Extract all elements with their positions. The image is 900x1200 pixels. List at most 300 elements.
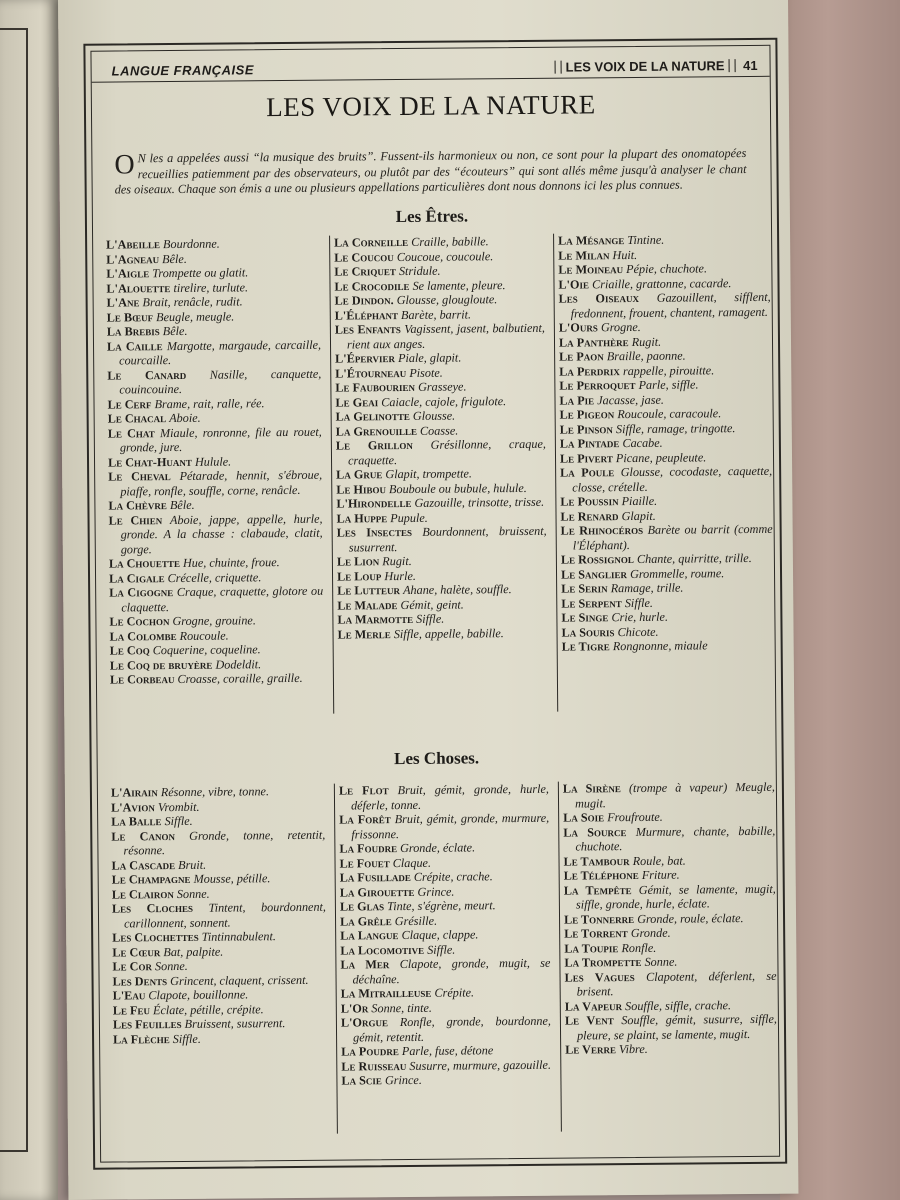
- entry-sound: Vrombit.: [157, 799, 200, 814]
- entry-name: Le Pigeon: [559, 407, 615, 422]
- entry-sound: Gémit, geint.: [400, 596, 464, 612]
- entry: [339, 782, 549, 813]
- entry-name: Le Serin: [561, 581, 608, 596]
- entry-name: La Flèche: [113, 1031, 170, 1047]
- entry-name: Le Champagne: [111, 871, 191, 887]
- entry-name: La Balle: [111, 814, 162, 829]
- header-separator: [555, 61, 562, 74]
- entry: [110, 671, 324, 687]
- entry-name: La Caille: [106, 338, 163, 354]
- entry-sound: Siffle.: [172, 1031, 201, 1046]
- entry-sound: Croasse, coraille, graille.: [177, 670, 303, 686]
- entry: [561, 551, 773, 567]
- section-title-choses: Les Choses.: [394, 748, 480, 769]
- entry: [559, 290, 771, 321]
- entry-sound: Parle, siffle.: [638, 377, 699, 392]
- entry-name: L'Épervier: [335, 351, 396, 366]
- entry-sound: Gronde, tonne, retentit, résonne.: [123, 827, 326, 858]
- entry-name: Le Chat: [107, 425, 155, 441]
- entry-name: La Panthère: [558, 334, 629, 350]
- entry-name: Le Cerf: [107, 396, 152, 412]
- etres-column-3: [553, 232, 774, 712]
- entry-name: Le Geai: [335, 394, 379, 410]
- entry-sound: Bruit, gémit, gronde, hurle, déferle, tonne.: [350, 781, 549, 812]
- entry-sound: Craque, craquette, glotore ou claquette.: [121, 583, 324, 614]
- entry-name: L'Ours: [558, 320, 598, 335]
- entry-sound: Murmure, chante, babille, chuchote.: [575, 823, 776, 854]
- entry-name: La Brebis: [106, 324, 160, 339]
- entry-sound: Claque, clappe.: [401, 927, 479, 943]
- entry-sound: Piale, glapit.: [397, 350, 462, 366]
- entry-name: L'Orgue: [340, 1015, 388, 1030]
- entry-name: L'Or: [340, 1000, 369, 1016]
- entry-name: La Pie: [559, 392, 595, 408]
- entry-sound: Souffle, gémit, susurre, siffle, pleure, se plaint, se lamente, mugit.: [576, 1011, 777, 1043]
- entry-name: La Source: [563, 824, 627, 840]
- entry: [112, 900, 326, 931]
- entry-name: Le Lutteur: [337, 583, 401, 598]
- entry-name: Le Glas: [339, 899, 385, 914]
- entry-name: L'Eau: [112, 988, 146, 1003]
- entry-name: Le Serpent: [561, 595, 622, 611]
- entry-sound: Bêle.: [162, 323, 188, 339]
- entry-sound: Siffle.: [624, 595, 653, 610]
- entry-sound: Beugle, meugle.: [156, 308, 235, 324]
- entry-name: La Corneille: [334, 234, 409, 250]
- entry-name: Le Feu: [112, 1002, 151, 1018]
- entry-name: La Souris: [561, 624, 615, 640]
- entry-name: Le Clairon: [111, 886, 174, 902]
- entry-name: Le Crocodile: [334, 278, 410, 294]
- entry-sound: Coucoue, coucoule.: [396, 248, 494, 264]
- entry-sound: Aboie, jappe, appelle, hurle, gronde. A la chasse : clabaude, clatit, gorge.: [120, 511, 323, 556]
- entry-name: La Mitrailleuse: [340, 985, 432, 1001]
- entry-name: Le Cheval: [108, 469, 171, 484]
- entry-sound: Pépie, chuchote.: [626, 261, 708, 277]
- entry: [335, 321, 545, 352]
- entry-sound: Barète, barrit.: [400, 306, 472, 322]
- entry: [336, 495, 546, 511]
- entry-sound: Craille, babille.: [411, 234, 489, 249]
- entry-sound: Stridule.: [398, 263, 441, 279]
- page-inner-frame: [90, 45, 780, 1163]
- entry-sound: Grogne.: [600, 319, 641, 335]
- entry-sound: Grommelle, roume.: [629, 565, 725, 581]
- previous-page-edge: [0, 0, 58, 1200]
- entry-sound: Gazouillent, sifflent, fredonnent, frouent, chantent, ramagent.: [570, 289, 771, 321]
- entry-sound: Bat, palpite.: [163, 944, 224, 959]
- entry-sound: Hue, chuinte, froue.: [182, 555, 280, 570]
- entry-sound: Crépite.: [434, 985, 475, 1000]
- entry-sound: Ramage, trille.: [610, 580, 684, 596]
- entry-name: Le Cor: [112, 959, 152, 974]
- entry-sound: Clapote, gronde, mugit, se déchaîne.: [352, 955, 551, 986]
- entry-name: Le Criquet: [334, 264, 396, 279]
- entry-name: Le Tambour: [563, 853, 630, 869]
- header-right: [551, 58, 758, 75]
- entry-name: La Forêt: [339, 812, 391, 827]
- entry-sound: Crécelle, criquette.: [167, 569, 262, 585]
- entry-sound: Clapotent, déferlent, se brisent.: [576, 968, 777, 999]
- entry: [108, 424, 322, 455]
- entry-name: La Locomotive: [340, 942, 425, 958]
- entry-name: L'Agneau: [106, 251, 160, 267]
- entry-sound: Clapote, bouillonne.: [148, 987, 249, 1003]
- entry: [561, 522, 773, 553]
- entry-sound: Tintent, bourdonnent, carillonnent, sonnent.: [123, 899, 326, 930]
- entry-name: L'Étourneau: [335, 365, 407, 381]
- choses-column-3: [558, 780, 778, 1132]
- entry-sound: Tintinnabulent.: [201, 929, 276, 944]
- entry-name: La Tempête: [563, 882, 632, 898]
- entry-name: Le Loup: [336, 568, 382, 584]
- entry-name: Le Canon: [111, 828, 175, 844]
- entry-name: Le Torrent: [564, 926, 628, 941]
- entry-name: La Mer: [340, 957, 390, 972]
- entry-sound: Roule, bat.: [632, 853, 686, 868]
- entry-name: L'Ane: [106, 295, 140, 310]
- entry: [336, 437, 546, 468]
- entry: [113, 972, 327, 988]
- entry-name: Le Hibou: [336, 481, 387, 497]
- entry-sound: Grogne, grouine.: [172, 613, 256, 629]
- entry-sound: Dodeldit.: [215, 656, 262, 672]
- entry-name: Le Pivert: [559, 450, 613, 466]
- intro-paragraph: [114, 146, 746, 197]
- entry-name: L'Hirondelle: [336, 495, 412, 511]
- previous-page-frame: [0, 28, 28, 1152]
- entry-sound: Roucoule, caracoule.: [617, 406, 722, 422]
- entry-sound: Huit.: [612, 247, 638, 262]
- entry-sound: Siffle.: [416, 611, 445, 626]
- entry-name: La Langue: [340, 928, 399, 943]
- entry-name: Le Cochon: [109, 614, 170, 629]
- entry-name: Les Vagues: [564, 969, 635, 985]
- entry-sound: Gronde, roule, éclate.: [637, 910, 744, 926]
- background-cloth: [780, 0, 900, 1200]
- entry-sound: Bruissent, susurrent.: [184, 1016, 286, 1031]
- entry-sound: Glapit, trompette.: [385, 466, 472, 482]
- entry-name: Le Tonnerre: [563, 911, 635, 927]
- entry-sound: Brait, renâcle, rudit.: [142, 294, 243, 310]
- entry: [339, 811, 549, 842]
- entry-sound: Braille, paonne.: [606, 348, 686, 364]
- header-left: LANGUE FRANÇAISE: [111, 62, 255, 79]
- etres-column-1: [106, 236, 324, 687]
- entry-name: Le Rhinocéros: [560, 522, 644, 538]
- entry-sound: Gémit, se lamente, mugit, siffle, gronde, hurle, éclate.: [575, 881, 776, 912]
- entry-sound: Grince.: [417, 884, 455, 899]
- entry-sound: Picane, peupleute.: [615, 449, 707, 465]
- entry-sound: Glousse.: [412, 408, 456, 423]
- entry-name: Le Chat-Huant: [107, 454, 192, 470]
- entry-sound: Sonne.: [176, 886, 210, 901]
- entry-sound: Bouboule ou bubule, hulule.: [388, 480, 527, 496]
- entry-sound: Margotte, margaude, carcaille, courcaille.: [119, 337, 322, 368]
- entry-sound: Rugit.: [382, 553, 412, 569]
- entry: [113, 1030, 327, 1046]
- entry-name: La Chouette: [108, 555, 180, 571]
- entry-sound: Pupule.: [390, 510, 428, 525]
- choses-column-1: [111, 784, 327, 1047]
- entry-sound: Souffle, siffle, crache.: [625, 997, 732, 1013]
- entry-name: La Girouette: [339, 884, 415, 900]
- entry: [564, 881, 776, 912]
- entry-name: La Chèvre: [108, 498, 167, 513]
- section-title-etres: Les Êtres.: [395, 206, 469, 227]
- entry: [341, 1057, 551, 1073]
- entry-name: La Pintade: [559, 436, 620, 451]
- entry-name: Le Faubourien: [335, 379, 416, 395]
- entry-name: La Perdrix: [559, 363, 620, 379]
- entry-name: L'Éléphant: [334, 307, 398, 323]
- entry-name: La Colombe: [109, 628, 177, 644]
- entry-name: Le Fouet: [339, 855, 390, 871]
- entry-sound: Claque.: [392, 855, 432, 870]
- entry-name: L'Alouette: [106, 280, 171, 296]
- entry-name: Le Chacal: [107, 411, 167, 426]
- entry-sound: Siffle.: [164, 813, 193, 829]
- entry-sound: Siffle, ramage, tringotte.: [615, 420, 736, 436]
- entry-name: Le Coq: [109, 643, 150, 658]
- entry-sound: Grésille.: [394, 913, 438, 928]
- entry-sound: Ronfle.: [621, 940, 657, 955]
- entry-name: La Marmotte: [337, 611, 414, 627]
- entry-name: Le Vent: [564, 1013, 614, 1028]
- entry-name: Les Clochettes: [112, 929, 199, 945]
- entry: [565, 1012, 777, 1043]
- entry-sound: Gronde, éclate.: [400, 840, 476, 856]
- entry-sound: Se lamente, pleure.: [412, 277, 506, 293]
- entry-sound: Bruit.: [178, 857, 207, 872]
- entry: [563, 780, 775, 811]
- entry-sound: Nasille, canquette, couincouine.: [119, 366, 322, 397]
- entry: [563, 823, 775, 854]
- entry: [337, 625, 547, 641]
- entry-sound: Glousse, glougloute.: [396, 292, 498, 308]
- entry-sound: Ronfle, gronde, bourdonne, gémit, retentit.: [352, 1013, 551, 1044]
- entry-sound: Brame, rait, ralle, rée.: [154, 395, 265, 411]
- entry-sound: Bêle.: [169, 497, 195, 513]
- entry-sound: (trompe à vapeur) Meugle, mugit.: [574, 779, 775, 811]
- page-number: 41: [743, 57, 758, 74]
- entry-sound: Rugit.: [631, 334, 662, 349]
- entry-sound: Vagissent, jasent, balbutient, rient aux anges.: [346, 320, 545, 351]
- entry: [108, 468, 322, 499]
- entry-name: La Mésange: [558, 233, 625, 248]
- entry-name: La Cigale: [108, 570, 165, 586]
- entry-name: L'Abeille: [106, 237, 161, 252]
- entry-sound: Piaille.: [621, 493, 658, 509]
- entry-sound: Coquerine, coqueline.: [152, 642, 261, 658]
- entry-sound: tirelire, turlute.: [173, 279, 249, 295]
- entry-sound: Sonne.: [154, 958, 188, 974]
- entry-name: La Sirène: [562, 781, 621, 796]
- entry-sound: Caiacle, cajole, frigulote.: [381, 393, 507, 409]
- entry-name: Le Tigre: [561, 639, 610, 654]
- entry-name: Le Singe: [561, 610, 609, 625]
- entry-name: L'Aigle: [106, 266, 150, 281]
- entry-name: Le Renard: [560, 508, 619, 524]
- entry-sound: Siffle.: [427, 942, 456, 957]
- entry-sound: Coasse.: [419, 423, 459, 438]
- entry-sound: Froufroute.: [607, 809, 663, 825]
- intro-dropcap: O: [114, 149, 135, 181]
- entry: [107, 337, 321, 368]
- entry-sound: Hurle.: [384, 568, 416, 583]
- entry-name: La Foudre: [339, 841, 398, 856]
- entry-sound: Grince.: [384, 1072, 422, 1088]
- entry-sound: rappelle, pirouitte.: [622, 362, 715, 378]
- entry: [562, 638, 774, 654]
- entry-sound: Friture.: [641, 867, 680, 882]
- page-title: LES VOIX DE LA NATURE: [266, 89, 596, 123]
- entry-name: Le Sanglier: [560, 566, 628, 582]
- entry-name: La Gelinotte: [335, 408, 410, 424]
- entry-name: Les Feuilles: [112, 1016, 182, 1032]
- entry-sound: Miaule, ronronne, file au rouet, gronde, jure.: [119, 424, 322, 455]
- entry-name: Le Coq de bruyère: [109, 657, 213, 673]
- entry-name: Les Oiseaux: [558, 290, 640, 306]
- entry-sound: Parle, fuse, détone: [401, 1043, 494, 1059]
- entry: [107, 366, 321, 397]
- entry: [341, 1072, 551, 1088]
- entry-name: Les Enfants: [334, 322, 401, 337]
- entry: [565, 1041, 777, 1057]
- entry-sound: Tintine.: [627, 232, 665, 248]
- entry-name: Le Dindon.: [334, 293, 394, 308]
- entry-sound: Bourdonnent, bruissent, susurrent.: [348, 523, 547, 554]
- page-frame: [83, 38, 787, 1170]
- entry-name: La Fusillade: [339, 869, 411, 885]
- entry-sound: Éclate, pétille, crépite.: [152, 1001, 264, 1017]
- entry-sound: Hulule.: [194, 454, 232, 469]
- entry-name: La Trompette: [564, 954, 642, 970]
- entry-name: La Cascade: [111, 857, 176, 873]
- header-section: LES VOIX DE LA NATURE: [565, 58, 725, 75]
- entry-sound: Glousse, cocodaste, caquette, closse, crételle.: [572, 463, 773, 495]
- entry-sound: Siffle, appelle, babille.: [393, 625, 504, 641]
- entry-sound: Vibre.: [618, 1041, 648, 1057]
- entry-name: La Vapeur: [564, 998, 623, 1014]
- entry-sound: Résonne, vibre, tonne.: [160, 784, 270, 800]
- entry-sound: Gronde.: [630, 925, 671, 941]
- entry-sound: Cacabe.: [622, 435, 663, 451]
- entry-name: Le Téléphone: [563, 867, 639, 883]
- etres-column-2: [329, 234, 548, 714]
- entry-name: Le Poussin: [560, 494, 619, 509]
- entry-name: La Soie: [563, 810, 605, 825]
- entry-name: Le Bœuf: [106, 309, 154, 325]
- choses-column-2: [334, 782, 552, 1134]
- entry-sound: Susurre, murmure, gazouille.: [409, 1057, 552, 1073]
- header-separator: [728, 59, 735, 72]
- entry-name: Le Lion: [336, 554, 380, 569]
- entry-sound: Bourdonne.: [162, 236, 220, 252]
- entry-sound: Barète ou barrit (comme l'Éléphant).: [572, 521, 773, 553]
- entry-sound: Criaille, grattonne, cacarde.: [591, 275, 732, 291]
- entry-name: Le Grillon: [335, 437, 413, 453]
- entry-name: Le Milan: [558, 247, 610, 263]
- entry-sound: Sonne, tinte.: [371, 1000, 433, 1015]
- entry: [111, 827, 325, 858]
- entry: [341, 1014, 551, 1045]
- entry: [109, 584, 323, 615]
- entry-name: L'Airain: [110, 785, 158, 800]
- entry-name: Les Cloches: [111, 900, 194, 916]
- entry-name: Le Perroquet: [559, 377, 636, 393]
- entry-sound: Chicote.: [617, 624, 659, 639]
- entry-sound: Pisote.: [409, 365, 443, 380]
- book-page: [58, 0, 798, 1200]
- entry-name: L'Oie: [558, 276, 590, 292]
- entry-sound: Bêle.: [162, 251, 187, 266]
- entry-sound: Glapit.: [621, 508, 656, 523]
- entry-name: La Cigogne: [109, 585, 174, 600]
- entry-name: Le Corbeau: [109, 672, 175, 687]
- entry-sound: Aboie.: [169, 410, 201, 426]
- entry-name: Les Dents: [112, 973, 168, 989]
- entry-name: Le Merle: [337, 626, 391, 642]
- entry-sound: Ahane, halète, souffle.: [402, 582, 512, 598]
- entry-sound: Rongnonne, miaule: [612, 638, 708, 654]
- entry-sound: Chante, quirritte, trille.: [636, 550, 752, 566]
- entry-sound: Grésillonne, craque, craquette.: [347, 436, 546, 467]
- entry-name: La Grêle: [339, 913, 392, 929]
- entry-name: Le Coucou: [334, 249, 394, 265]
- entry-name: La Toupie: [564, 940, 619, 956]
- entry-name: La Poule: [560, 465, 615, 480]
- entry-name: Les Insectes: [336, 524, 412, 540]
- entry-sound: Grasseye.: [418, 379, 467, 394]
- entry: [560, 464, 772, 495]
- entry-name: Le Malade: [337, 597, 398, 613]
- entry-name: Le Moineau: [558, 262, 624, 277]
- entry-name: Le Cœur: [112, 944, 161, 960]
- entry-name: Le Chien: [108, 512, 163, 528]
- entry-name: Le Canard: [107, 367, 187, 383]
- entry-name: L'Avion: [110, 799, 155, 815]
- entry-sound: Crie, hurle.: [611, 609, 669, 625]
- entry-name: Le Paon: [559, 349, 604, 364]
- entry-sound: Roucoule.: [179, 628, 229, 643]
- intro-text: N les a appelées aussi “la musique des bruits”. Fussent-ils harmonieux ou non, ce sont pour la plupart des onomatopées recueillies patiemment par des observateurs, ou plutôt par des “écouteurs” qui sont allés même jusqu'à analyser le chant des oiseaux. Chaque son émis a une ou plusieurs appellations particulières dont nous donnons ici les plus connues.: [114, 146, 747, 197]
- entry-name: La Grenouille: [335, 423, 418, 439]
- entry: [564, 968, 776, 999]
- entry-sound: Sonne.: [644, 954, 678, 969]
- entry-sound: Gazouille, trinsotte, trisse.: [414, 494, 545, 510]
- entry-name: La Scie: [341, 1073, 382, 1088]
- entry: [108, 511, 322, 556]
- entry-name: Le Flot: [338, 783, 389, 798]
- entry-name: La Grue: [336, 467, 383, 482]
- entry-name: La Poudre: [341, 1044, 399, 1059]
- entry-name: Le Ruisseau: [341, 1058, 407, 1074]
- entry: [340, 956, 550, 987]
- entry-sound: Trompette ou glatit.: [152, 265, 249, 281]
- entry-sound: Tinte, s'égrène, meurt.: [387, 898, 496, 914]
- entry-sound: Bruit, gémit, gronde, murmure, frissonne.: [351, 810, 550, 841]
- entry-sound: Crépite, crache.: [413, 869, 493, 884]
- entry-name: Le Verre: [565, 1042, 617, 1057]
- entry-sound: Jacasse, jase.: [597, 392, 664, 407]
- entry-sound: Pétarade, hennit, s'ébroue, piaffe, ronfle, souffle, corne, renâcle.: [120, 467, 323, 498]
- entry: [337, 524, 547, 555]
- entry-sound: Mousse, pétille.: [193, 871, 271, 886]
- entry-name: La Huppe: [336, 510, 388, 526]
- entry-name: Le Pinson: [559, 421, 613, 437]
- entry-name: Le Rossignol: [560, 551, 634, 567]
